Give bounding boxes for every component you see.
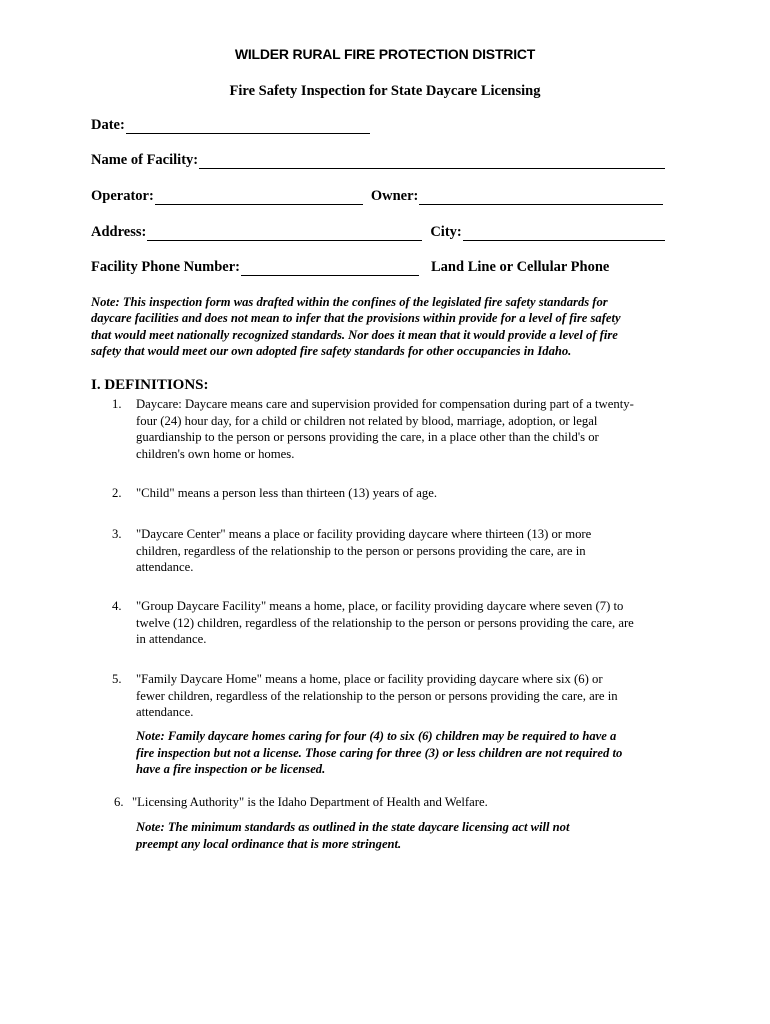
definition-text <box>136 485 692 502</box>
definition-line: children's own home or homes. <box>136 446 295 461</box>
intro-note <box>91 294 681 359</box>
definition-line: "Group Daycare Facility" means a home, place, or facility providing daycare where seven (7) to <box>136 599 624 613</box>
definition-item <box>112 598 692 648</box>
definition-number: 5. <box>112 672 122 686</box>
facility-name-field[interactable] <box>199 154 665 169</box>
date-field[interactable] <box>126 119 370 134</box>
address-field[interactable] <box>147 226 422 241</box>
note-line: Note: Family daycare homes caring for four (4) to six (6) children may be required to have a <box>136 729 617 743</box>
definition-line: twelve (12) children, regardless of the relationship to the person or persons providing the care, are <box>136 615 634 630</box>
definition-text <box>136 526 692 576</box>
facility-name-label: Name of Facility: <box>91 152 199 168</box>
definition-line: guardianship to the person or persons providing the care, in a place other than the child's or <box>136 430 599 444</box>
note-line: preempt any local ordinance that is more stringent. <box>136 836 402 851</box>
date-label: Date: <box>91 117 125 133</box>
date-row <box>91 117 370 134</box>
operator-field[interactable] <box>155 190 363 205</box>
definition-line: Daycare: Daycare means care and supervision provided for compensation during part of a twenty- <box>136 397 634 411</box>
licensing-act-note <box>136 819 681 852</box>
family-daycare-note <box>136 728 681 778</box>
note-line: have a fire inspection or be licensed. <box>136 762 326 776</box>
note-line: fire inspection but not a license. Those caring for three (3) or less children are not required to <box>136 745 623 760</box>
definition-line: children, regardless of the relationship to the person or persons providing the care, are in <box>136 543 586 558</box>
definition-number: 6. <box>114 795 124 809</box>
definition-text <box>136 396 692 462</box>
definition-text <box>136 671 692 721</box>
definition-text <box>132 794 694 811</box>
definition-line: "Daycare Center" means a place or facility providing daycare where thirteen (13) or more <box>136 527 592 541</box>
definition-item <box>112 671 692 721</box>
definition-line: "Licensing Authority" is the Idaho Department of Health and Welfare. <box>132 795 488 809</box>
definition-line: fewer children, regardless of the relationship to the person or persons providing the care, are in <box>136 688 618 703</box>
owner-field[interactable] <box>419 190 663 205</box>
form-title: Fire Safety Inspection for State Daycare Licensing <box>229 83 541 99</box>
phone-field[interactable] <box>241 261 419 276</box>
owner-label: Owner: <box>370 188 419 204</box>
definition-item <box>112 485 692 502</box>
definition-number: 3. <box>112 527 122 541</box>
operator-owner-row <box>91 188 663 205</box>
operator-label: Operator: <box>91 188 154 204</box>
facility-name-row <box>91 152 665 169</box>
city-label: City: <box>430 224 462 240</box>
intro-note-line: safety that would meet our own adopted fire safety standards for other occupancies in Idaho. <box>91 343 572 358</box>
organization-title: WILDER RURAL FIRE PROTECTION DISTRICT <box>234 46 536 62</box>
definition-item <box>112 526 692 576</box>
phone-row <box>91 259 609 276</box>
definition-line: "Child" means a person less than thirteen (13) years of age. <box>136 486 438 500</box>
definition-number: 4. <box>112 599 122 613</box>
definition-number: 2. <box>112 486 122 500</box>
definitions-heading: I. DEFINITIONS: <box>91 377 209 393</box>
definition-line: in attendance. <box>136 632 207 646</box>
intro-note-line: daycare facilities and does not mean to infer that the provisions within provide for a level of fire safety <box>91 311 621 326</box>
intro-note-line: Note: This inspection form was drafted within the confines of the legislated fire safety standards for <box>91 295 608 309</box>
definition-item <box>112 396 692 462</box>
address-city-row <box>91 224 665 241</box>
definition-line: "Family Daycare Home" means a home, place or facility providing daycare where six (6) or <box>136 672 603 686</box>
definition-number: 1. <box>112 397 122 411</box>
definition-line: attendance. <box>136 705 194 719</box>
definition-line: attendance. <box>136 560 194 574</box>
phone-type-label: Land Line or Cellular Phone <box>431 259 610 275</box>
city-field[interactable] <box>463 226 665 241</box>
definition-line: four (24) hour day, for a child or children not related by blood, marriage, adoption, or legal <box>136 413 598 428</box>
phone-label: Facility Phone Number: <box>91 259 241 275</box>
address-label: Address: <box>91 224 147 240</box>
note-line: Note: The minimum standards as outlined in the state daycare licensing act will not <box>136 820 570 834</box>
definition-text <box>136 598 692 648</box>
definition-item <box>114 794 694 811</box>
intro-note-line: that would meet nationally recognized standards. Nor does it mean that it would provide a level of fire <box>91 327 618 342</box>
